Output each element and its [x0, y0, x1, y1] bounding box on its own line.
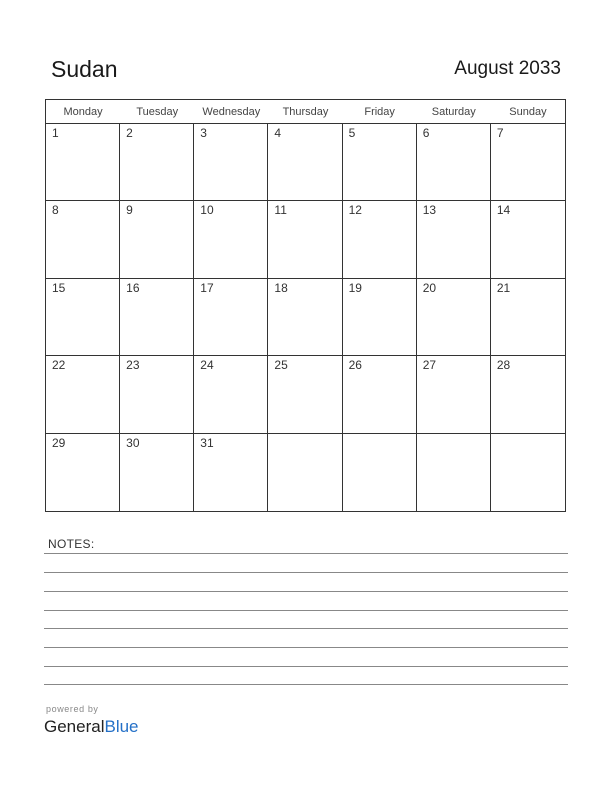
day-cell: 12	[343, 201, 417, 278]
day-cell: 29	[46, 434, 120, 511]
day-cell: 21	[491, 279, 565, 356]
day-cell: 3	[194, 124, 268, 201]
day-cell: 26	[343, 356, 417, 433]
month-year-title: August 2033	[454, 58, 561, 79]
day-cell: 16	[120, 279, 194, 356]
powered-by-text: powered by	[46, 704, 99, 714]
day-cell: 27	[417, 356, 491, 433]
day-cell: 8	[46, 201, 120, 278]
logo-general-text: General	[44, 717, 105, 736]
calendar-grid	[45, 99, 566, 512]
day-cell: 6	[417, 124, 491, 201]
day-cell: 9	[120, 201, 194, 278]
day-cell: 22	[46, 356, 120, 433]
logo-blue-text: Blue	[104, 717, 139, 736]
note-line	[44, 684, 568, 685]
weekday-header: Thursday	[282, 106, 329, 118]
day-cell: 18	[268, 279, 342, 356]
note-line	[44, 647, 568, 648]
weekday-header-row	[46, 100, 565, 124]
note-line	[44, 553, 568, 554]
day-cell: 7	[491, 124, 565, 201]
day-cell: 15	[46, 279, 120, 356]
day-cell: 25	[268, 356, 342, 433]
day-cell: 31	[194, 434, 268, 511]
day-cell	[417, 434, 491, 511]
note-line	[44, 666, 568, 667]
day-cell	[268, 434, 342, 511]
generalblue-logo	[44, 717, 139, 737]
day-cell: 14	[491, 201, 565, 278]
weekday-header: Friday	[364, 106, 395, 118]
weekday-header: Tuesday	[136, 106, 179, 118]
day-cell: 11	[268, 201, 342, 278]
note-line	[44, 572, 568, 573]
note-line	[44, 628, 568, 629]
note-line	[44, 610, 568, 611]
day-cell: 30	[120, 434, 194, 511]
weekday-header: Wednesday	[202, 106, 261, 118]
day-cell	[343, 434, 417, 511]
country-title: Sudan	[51, 56, 118, 82]
day-cell: 10	[194, 201, 268, 278]
day-cell: 2	[120, 124, 194, 201]
weekday-header: Monday	[63, 106, 103, 118]
day-cell: 4	[268, 124, 342, 201]
day-cell: 28	[491, 356, 565, 433]
day-cell: 20	[417, 279, 491, 356]
day-cell: 19	[343, 279, 417, 356]
day-cell: 24	[194, 356, 268, 433]
weekday-header: Sunday	[509, 106, 547, 118]
day-cell: 23	[120, 356, 194, 433]
day-cell	[491, 434, 565, 511]
notes-label: NOTES:	[48, 537, 95, 551]
day-cell: 13	[417, 201, 491, 278]
note-line	[44, 591, 568, 592]
day-cell: 17	[194, 279, 268, 356]
day-grid	[46, 124, 565, 511]
weekday-header: Saturday	[431, 106, 476, 118]
day-cell: 1	[46, 124, 120, 201]
day-cell: 5	[343, 124, 417, 201]
